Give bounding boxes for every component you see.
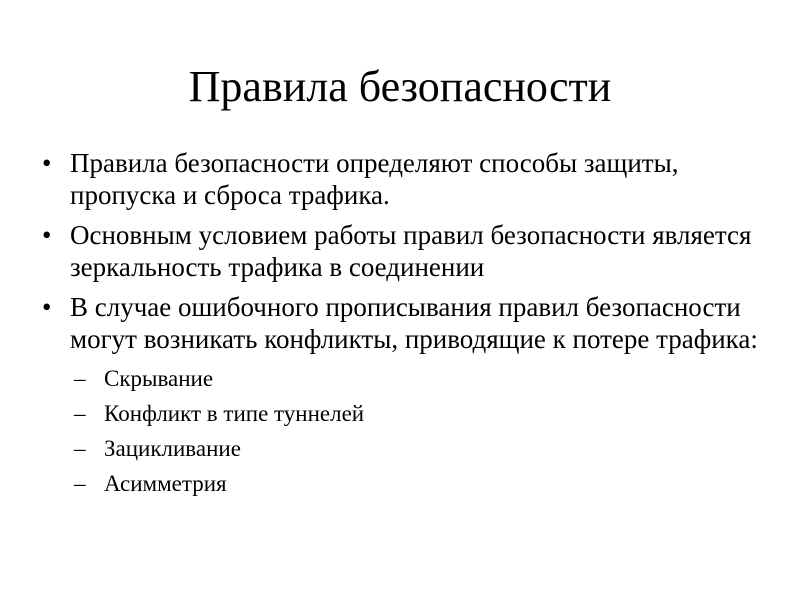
sub-bullet-item [70,361,760,396]
bullet-item [0,147,800,211]
sub-bullet-text: Конфликт в типе туннелей [104,401,365,426]
dash-icon: – [74,401,86,426]
sub-bullet-text: Скрывание [104,366,214,391]
dash-icon: – [74,436,86,461]
bullet-list [0,147,800,509]
bullet-item [0,219,800,283]
bullet-dot-icon: • [42,292,52,322]
sub-bullet-item [70,396,760,431]
sub-bullet-item [70,466,760,501]
slide-title: Правила безопасности [188,62,612,111]
bullet-text: В случае ошибочного прописывания правил безопасности могут возникать конфликты, приводящие к потере трафика: [70,292,758,354]
sub-bullet-item [70,431,760,466]
bullet-item [0,291,800,501]
bullet-dot-icon: • [42,148,52,178]
dash-icon: – [74,366,86,391]
bullet-text: Правила безопасности определяют способы защиты, пропуска и сброса трафика. [70,148,679,210]
dash-icon: – [74,471,86,496]
sub-bullet-text: Зацикливание [104,436,241,461]
bullet-text: Основным условием работы правил безопасности является зеркальность трафика в соединении [70,220,752,282]
sub-bullet-list [70,361,760,501]
bullet-dot-icon: • [42,220,52,250]
sub-bullet-text: Асимметрия [104,471,227,496]
